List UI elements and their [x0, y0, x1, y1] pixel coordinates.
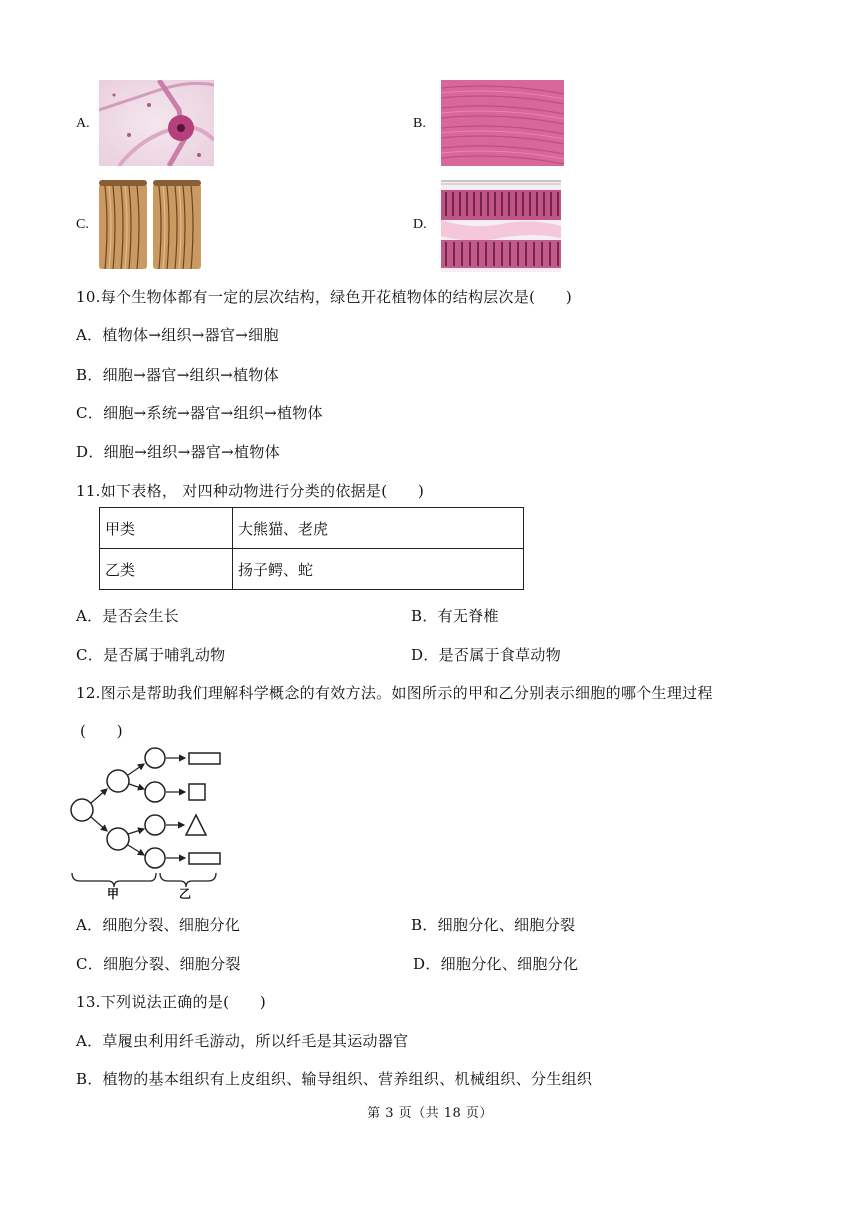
table-cell-group: 乙类	[100, 549, 233, 590]
epithelial-tissue-image	[441, 180, 561, 272]
q11-stem: 11.如下表格， 对四种动物进行分类的依据是( )	[76, 482, 425, 500]
q11-option-a: A．是否会生长	[76, 607, 179, 625]
q12-option-a: A．细胞分裂、细胞分化	[76, 916, 241, 934]
table-cell-animals: 大熊猫、老虎	[233, 508, 524, 549]
table-row	[100, 549, 524, 590]
q12-option-b: B．细胞分化、细胞分裂	[411, 916, 576, 934]
q9-option-c-letter: C.	[76, 217, 89, 232]
q10-option-a: A．植物体→组织→器官→细胞	[76, 326, 279, 344]
q13-option-b: B．植物的基本组织有上皮组织、输导组织、营养组织、机械组织、分生组织	[76, 1070, 593, 1088]
q11-option-d: D．是否属于食草动物	[411, 646, 562, 664]
page-footer: 第 3 页（共 18 页）	[367, 1106, 493, 1121]
q10-option-b: B．细胞→器官→组织→植物体	[76, 366, 279, 384]
cell-process-diagram	[68, 743, 228, 903]
table-row	[100, 508, 524, 549]
q11-option-c: C．是否属于哺乳动物	[76, 646, 226, 664]
q12-answer-paren: ( )	[80, 722, 123, 740]
table-cell-animals: 扬子鳄、蛇	[233, 549, 524, 590]
neuron-tissue-image	[99, 80, 214, 166]
q13-option-a: A．草履虫利用纤毛游动，所以纤毛是其运动器官	[76, 1032, 409, 1050]
table-cell-group: 甲类	[100, 508, 233, 549]
q9-option-d-letter: D.	[413, 217, 427, 232]
diagram-label-yi: 乙	[179, 887, 192, 901]
diagram-label-jia: 甲	[107, 887, 120, 901]
q12-option-d: D．细胞分化、细胞分化	[413, 955, 579, 973]
q12-stem: 12.图示是帮助我们理解科学概念的有效方法。如图所示的甲和乙分别表示细胞的哪个生理过程	[76, 684, 713, 702]
q10-option-d: D．细胞→组织→器官→植物体	[76, 443, 280, 461]
muscle-tissue-image	[441, 80, 564, 166]
q10-stem: 10.每个生物体都有一定的层次结构，绿色开花植物体的结构层次是( )	[76, 288, 573, 306]
q12-option-c: C．细胞分裂、细胞分裂	[76, 955, 241, 973]
q11-option-b: B．有无脊椎	[411, 607, 499, 625]
q9-option-b-letter: B.	[413, 116, 426, 131]
classification-table	[99, 507, 524, 590]
q13-stem: 13.下列说法正确的是( )	[76, 993, 267, 1011]
q9-option-a-letter: A.	[76, 116, 90, 131]
q10-option-c: C．细胞→系统→器官→组织→植物体	[76, 404, 323, 422]
plant-vessel-image	[99, 180, 203, 271]
